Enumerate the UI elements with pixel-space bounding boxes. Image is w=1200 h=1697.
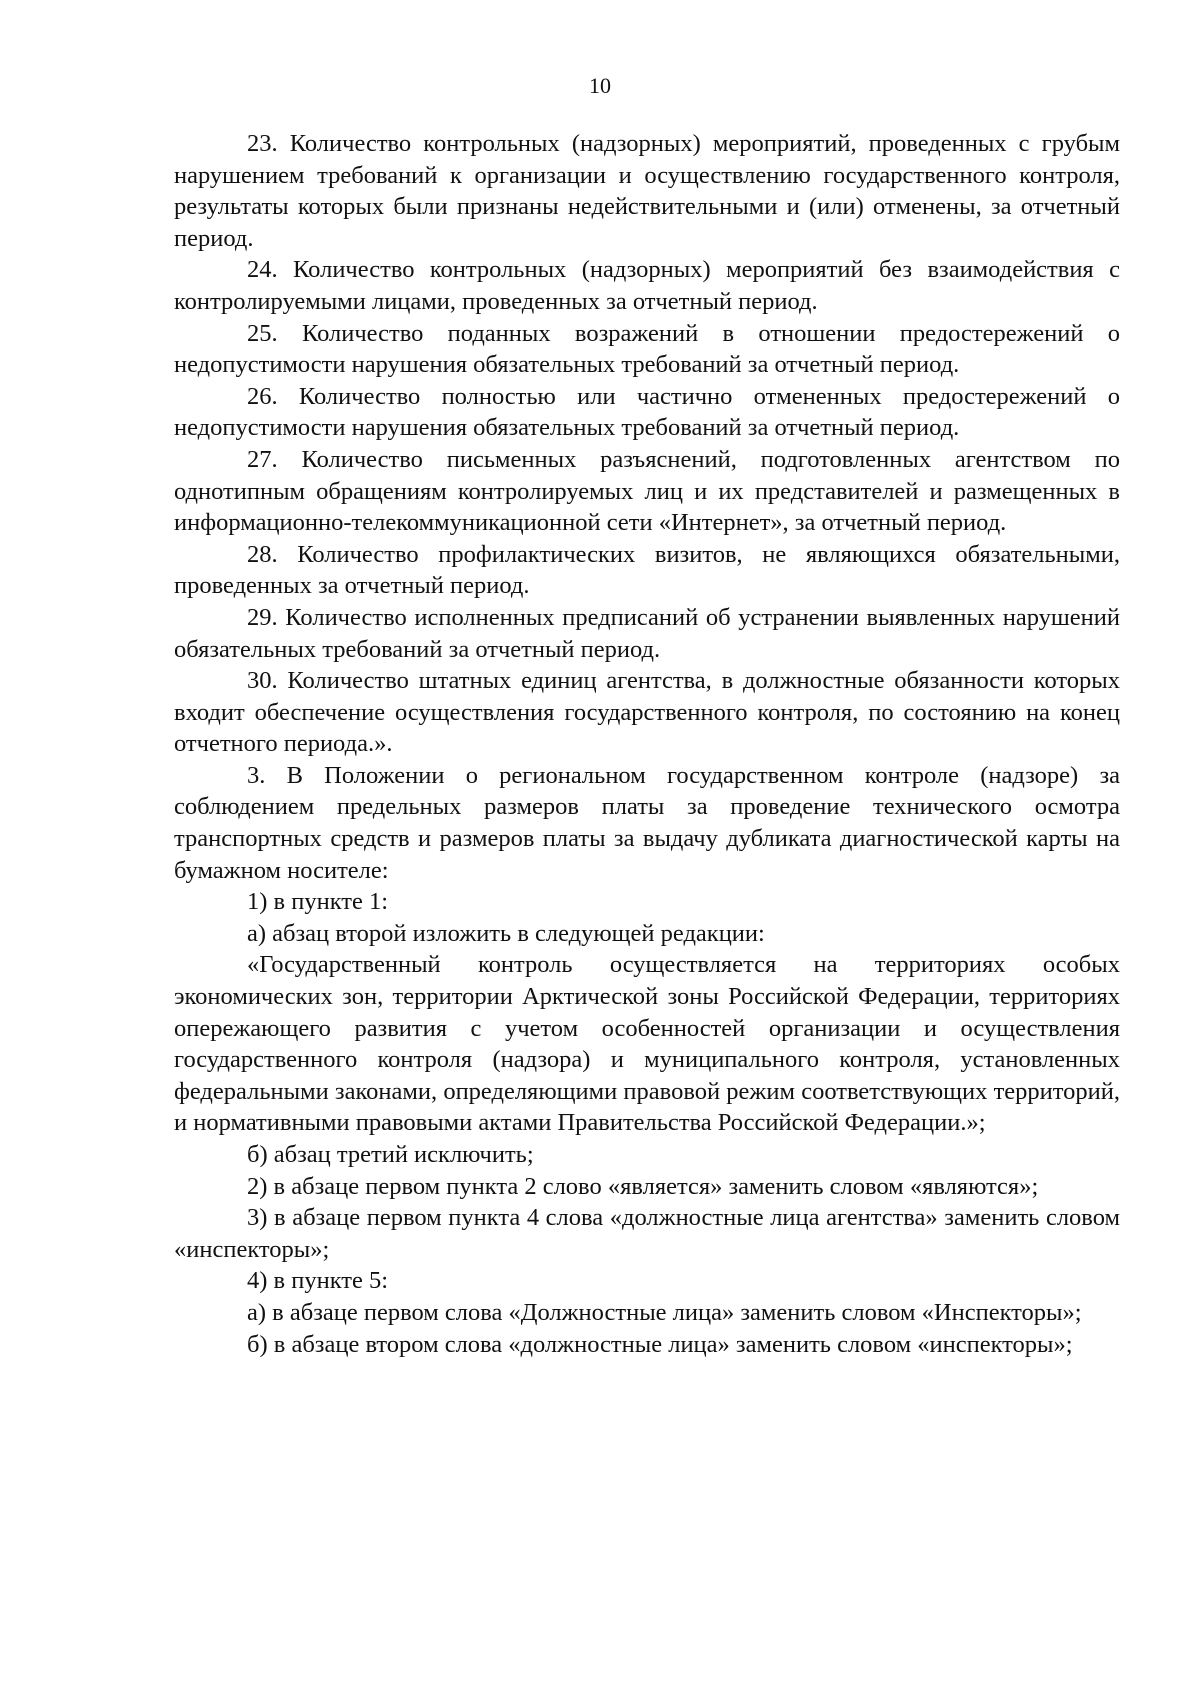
paragraph-item-24: 24. Количество контрольных (надзорных) мероприятий без взаимодействия с контролируемыми лицами, проведенных за отчетный период. [174,256,1120,315]
paragraph-item-28: 28. Количество профилактических визитов, не являющихся обязательными, проведенных за отчетный период. [174,540,1120,600]
paragraph-item-23: 23. Количество контрольных (надзорных) мероприятий, проведенных с грубым нарушением требований к организации и осуществлению государственного контроля, результаты которых были признаны недействительными и (или) отменены, за отчетный период. [174,130,1120,252]
paragraph-subitem-4b: б) в абзаце втором слова «должностные лица» заменить словом «инспекторы»; [247,1330,1073,1358]
paragraph-quoted-text: «Государственный контроль осуществляется на территориях особых экономических зон, территории Арктической зоны Российской Федерации, территориях опережающего развития с учетом особенностей организации и осуществления государственного контроля (надзора) и муниципального контроля, установленных федеральными законами, определяющими правовой режим соответствующих территорий, и нормативными правовыми актами Правительства Российской Федерации.»; [174,951,1120,1137]
paragraph-subitem-1b: б) абзац третий исключить; [247,1141,534,1168]
paragraph-item-27: 27. Количество письменных разъяснений, подготовленных агентством по однотипным обращениям контролируемых лиц и их представителей и размещенных в информационно-телекоммуникационной сети «Интернет», за отчетный период. [174,445,1120,537]
paragraph-section-3: 3. В Положении о региональном государственном контроле (надзоре) за соблюдением предельных размеров платы за проведение технического осмотра транспортных средств и размеров платы за выдачу дубликата диагностической карты на бумажном носителе: [174,761,1120,884]
paragraph-item-29: 29. Количество исполненных предписаний об устранении выявленных нарушений обязательных требований за отчетный период. [174,603,1120,663]
paragraph-subitem-1a: а) абзац второй изложить в следующей редакции: [247,919,765,947]
paragraph-item-30: 30. Количество штатных единиц агентства, в должностные обязанности которых входит обеспечение осуществления государственного контроля, по состоянию на конец отчетного периода.». [174,667,1120,758]
paragraph-subitem-4: 4) в пункте 5: [247,1267,389,1295]
paragraph-subitem-4a: а) в абзаце первом слова «Должностные лица» заменить словом «Инспекторы»; [247,1298,1082,1326]
paragraph-item-26: 26. Количество полностью или частично отмененных предостережений о недопустимости нарушения обязательных требований за отчетный период. [174,382,1120,442]
paragraph-item-25: 25. Количество поданных возражений в отношении предостережений о недопустимости нарушения обязательных требований за отчетный период. [174,319,1120,379]
paragraph-subitem-3: 3) в абзаце первом пункта 4 слова «должностные лица агентства» заменить словом «инспекторы»; [174,1204,1120,1263]
document-body [174,128,1120,1360]
paragraph-subitem-1: 1) в пункте 1: [247,888,389,916]
paragraph-subitem-2: 2) в абзаце первом пункта 2 слово «является» заменить словом «являются»; [247,1172,1039,1200]
page-number: 10 [589,73,611,98]
